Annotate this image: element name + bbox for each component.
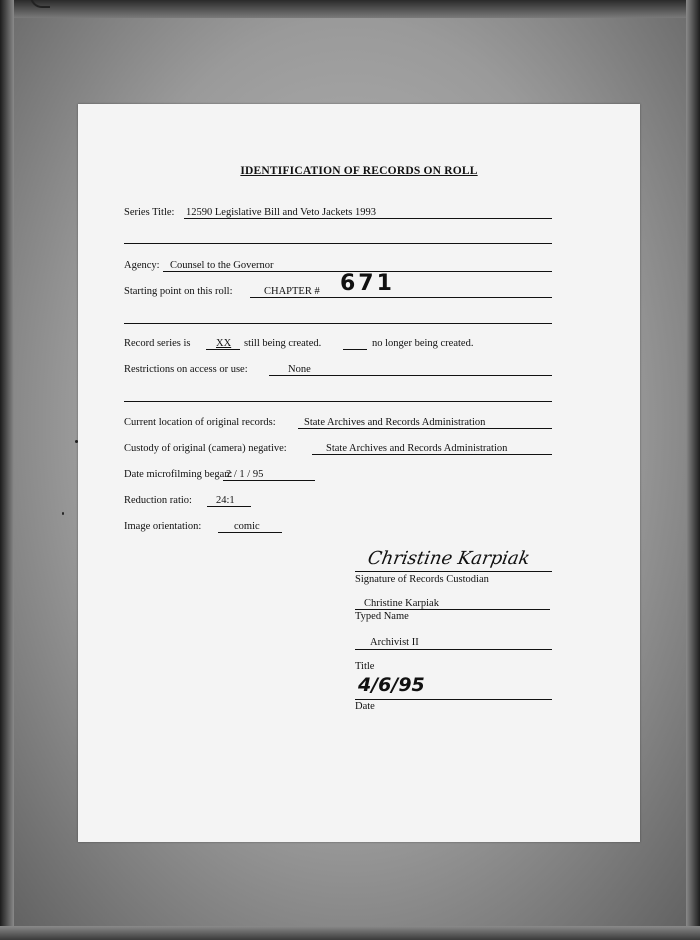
date-label: Date: [355, 701, 375, 712]
film-edge-top: [0, 0, 700, 18]
form-title: IDENTIFICATION OF RECORDS ON ROLL: [240, 165, 478, 177]
film-edge-left: [0, 0, 14, 940]
series-title-label: Series Title:: [124, 207, 175, 218]
starting-point-label: Starting point on this roll:: [124, 286, 233, 297]
series-title-value: 12590 Legislative Bill and Veto Jackets 1993: [186, 207, 376, 218]
reduction-ratio-value: 24:1: [216, 495, 235, 506]
typed-name-label: Typed Name: [355, 611, 409, 622]
date-began-value: 2 / 1 / 95: [226, 469, 264, 480]
current-location-line: [298, 428, 552, 429]
custody-line: [312, 454, 552, 455]
starting-point-line-2: [124, 323, 552, 324]
signed-date-handwritten: 4/6/95: [358, 674, 425, 696]
record-series-no-longer-line: [343, 349, 367, 350]
title-line: [355, 649, 552, 650]
series-title-line-2: [124, 243, 552, 244]
record-series-label: Record series is: [124, 338, 191, 349]
restrictions-value: None: [288, 364, 311, 375]
restrictions-line-2: [124, 401, 552, 402]
title-label: Title: [355, 661, 375, 672]
typed-name-line: [355, 609, 550, 610]
image-orientation-line: [218, 532, 282, 533]
title-value: Archivist II: [370, 637, 419, 648]
reduction-ratio-label: Reduction ratio:: [124, 495, 192, 506]
custody-value: State Archives and Records Administration: [326, 443, 508, 454]
signature-line: [355, 571, 552, 572]
records-form-sheet: [78, 104, 640, 842]
starting-point-line: [250, 297, 552, 298]
custodian-signature: Christine Karpiak: [366, 548, 532, 569]
record-series-still-line: [206, 349, 240, 350]
no-longer-being-created-text: no longer being created.: [372, 338, 474, 349]
image-orientation-label: Image orientation:: [124, 521, 202, 532]
custody-label: Custody of original (camera) negative:: [124, 443, 287, 454]
starting-point-value: CHAPTER #: [264, 286, 320, 297]
film-edge-bottom: [0, 926, 700, 940]
typed-name-value: Christine Karpiak: [364, 598, 439, 609]
agency-value: Counsel to the Governor: [170, 260, 274, 271]
film-speck: [62, 512, 64, 515]
current-location-label: Current location of original records:: [124, 417, 276, 428]
date-began-line: [223, 480, 315, 481]
agency-label: Agency:: [124, 260, 160, 271]
film-edge-right: [686, 0, 700, 940]
restrictions-line: [269, 375, 552, 376]
starting-chapter-handwritten: 671: [340, 271, 395, 296]
still-being-created-text: still being created.: [244, 338, 322, 349]
current-location-value: State Archives and Records Administration: [304, 417, 486, 428]
series-title-line: [184, 218, 552, 219]
date-line: [355, 699, 552, 700]
image-orientation-value: comic: [234, 521, 260, 532]
record-series-mark: XX: [216, 338, 232, 349]
date-began-label: Date microfilming began:: [124, 469, 233, 480]
signature-label: Signature of Records Custodian: [355, 574, 489, 585]
restrictions-label: Restrictions on access or use:: [124, 364, 248, 375]
reduction-ratio-line: [207, 506, 251, 507]
